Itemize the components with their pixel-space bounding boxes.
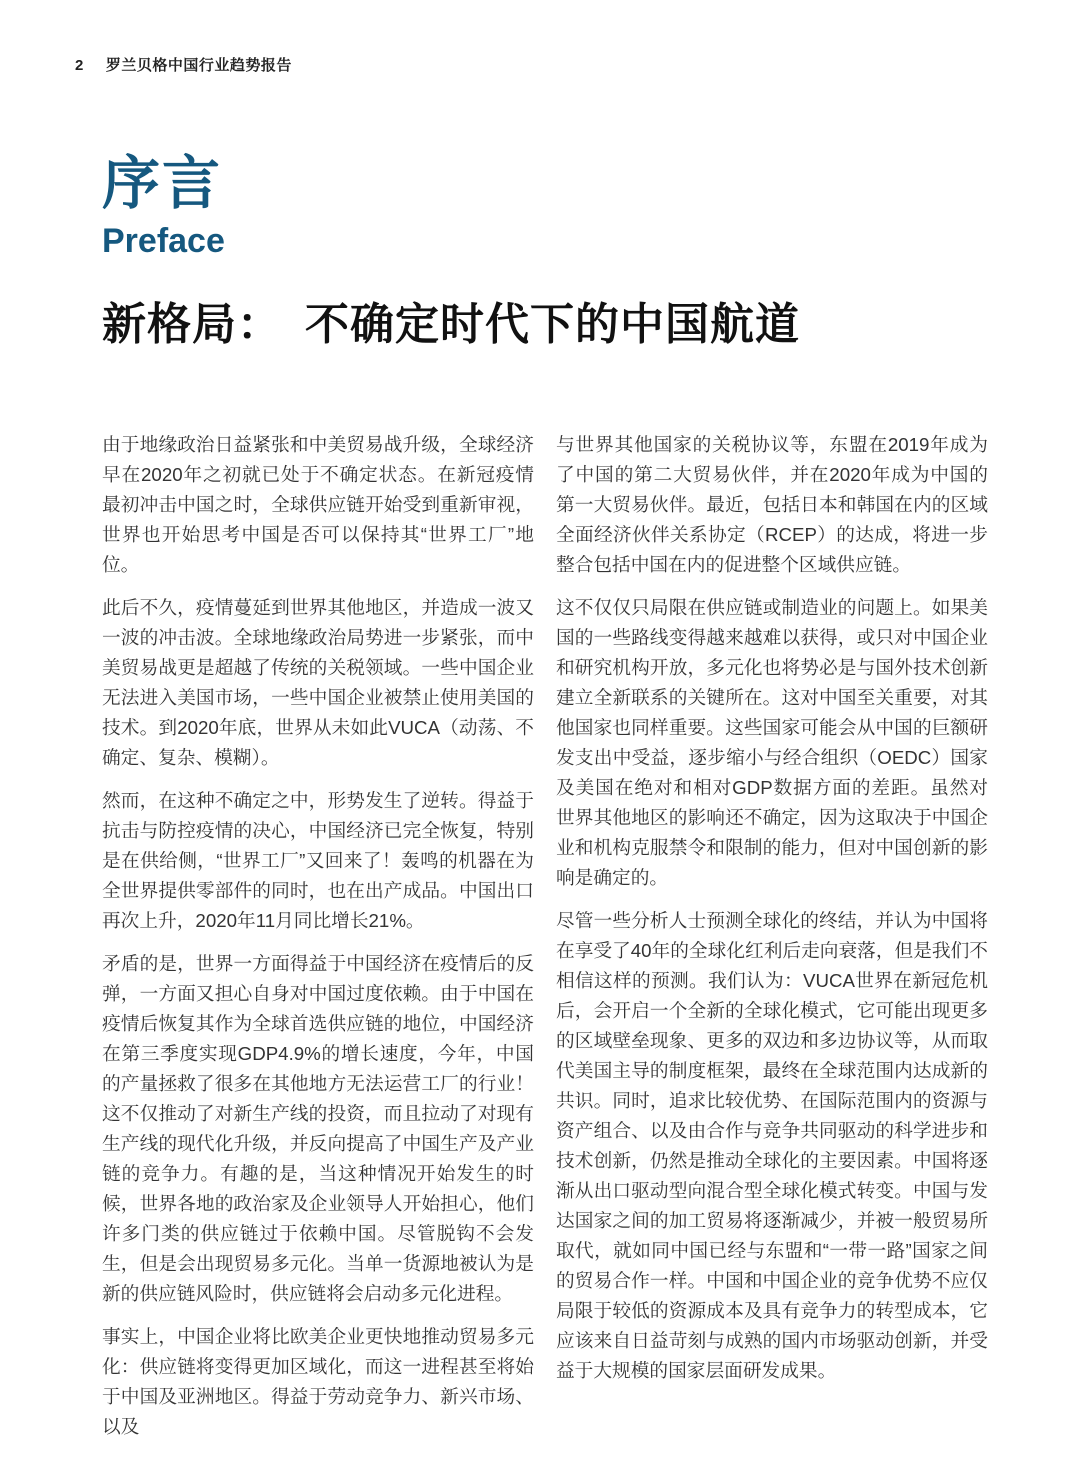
preface-title-zh: 序言 <box>102 151 223 216</box>
paragraph: 事实上，中国企业将比欧美企业更快地推动贸易多元化：供应链将变得更加区域化，而这一进程甚至将始于中国及亚洲地区。得益于劳动竞争力、新兴市场、以及 <box>102 1326 534 1437</box>
preface-title-block <box>102 152 225 260</box>
paragraph: 此后不久，疫情蔓延到世界其他地区，并造成一波又一波的冲击波。全球地缘政治局势进一步紧张，而中美贸易战更是超越了传统的关税领域。一些中国企业无法进入美国市场，一些中国企业被禁止使用美国的技术。到2020年底，世界从未如此VUCA（动荡、不确定、复杂、模糊）。 <box>102 597 534 768</box>
right-column <box>556 430 988 1442</box>
page-header <box>75 54 292 75</box>
paragraph: 由于地缘政治日益紧张和中美贸易战升级，全球经济早在2020年之初就已处于不确定状态。在新冠疫情最初冲击中国之时，全球供应链开始受到重新审视，世界也开始思考中国是否可以保持其“世界工厂”地位。 <box>102 434 534 575</box>
paragraph: 与世界其他国家的关税协议等，东盟在2019年成为了中国的第二大贸易伙伴，并在2020年成为中国的第一大贸易伙伴。最近，包括日本和韩国在内的区域全面经济伙伴关系协定（RCEP）的达成，将进一步整合包括中国在内的促进整个区域供应链。 <box>556 434 988 575</box>
paragraph: 矛盾的是，世界一方面得益于中国经济在疫情后的反弹，一方面又担心自身对中国过度依赖。由于中国在疫情后恢复其作为全球首选供应链的地位，中国经济在第三季度实现GDP4.9%的增长速度，今年，中国的产量拯救了很多在其他地方无法运营工厂的行业！这不仅推动了对新生产线的投资，而且拉动了对现有生产线的现代化升级，并反向提高了中国生产及产业链的竞争力。有趣的是，当这种情况开始发生的时候，世界各地的政治家及企业领导人开始担心，他们许多门类的供应链过于依赖中国。尽管脱钩不会发生，但是会出现贸易多元化。当单一货源地被认为是新的供应链风险时，供应链将会启动多元化进程。 <box>102 953 534 1304</box>
paragraph: 尽管一些分析人士预测全球化的终结，并认为中国将在享受了40年的全球化红利后走向衰落，但是我们不相信这样的预测。我们认为：VUCA世界在新冠危机后，会开启一个全新的全球化模式，它可能出现更多的区域壁垒现象、更多的双边和多边协议等，从而取代美国主导的制度框架，最终在全球范围内达成新的共识。同时，追求比较优势、在国际范围内的资源与资产组合、以及由合作与竞争共同驱动的科学进步和技术创新，仍然是推动全球化的主要因素。中国将逐渐从出口驱动型向混合型全球化模式转变。中国与发达国家之间的加工贸易将逐渐减少，并被一般贸易所取代，就如同中国已经与东盟和“一带一路”国家之间的贸易合作一样。中国和中国企业的竞争优势不应仅局限于较低的资源成本及具有竞争力的转型成本，它应该来自日益苛刻与成熟的国内市场驱动创新，并受益于大规模的国家层面研发成果。 <box>556 910 988 1381</box>
left-column <box>102 430 534 1442</box>
body-columns <box>102 430 988 1442</box>
section-headline: 新格局： 不确定时代下的中国航道 <box>102 300 800 349</box>
paragraph: 这不仅仅只局限在供应链或制造业的问题上。如果美国的一些路线变得越来越难以获得，或只对中国企业和研究机构开放，多元化也将势必是与国外技术创新建立全新联系的关键所在。这对中国至关重要，对其他国家也同样重要。这些国家可能会从中国的巨额研发支出中受益，逐步缩小与经合组织（OEDC）国家及美国在绝对和相对GDP数据方面的差距。虽然对世界其他地区的影响还不确定，因为这取决于中国企业和机构克服禁令和限制的能力，但对中国创新的影响是确定的。 <box>556 597 988 888</box>
paragraph: 然而，在这种不确定之中，形势发生了逆转。得益于抗击与防控疫情的决心，中国经济已完全恢复，特别是在供给侧，“世界工厂”又回来了！轰鸣的机器在为全世界提供零部件的同时，也在出产成品。中国出口再次上升，2020年11月同比增长21%。 <box>102 790 534 931</box>
report-title: 罗兰贝格中国行业趋势报告 <box>105 57 292 74</box>
preface-title-en: Preface <box>102 221 225 260</box>
page-number: 2 <box>75 57 84 74</box>
